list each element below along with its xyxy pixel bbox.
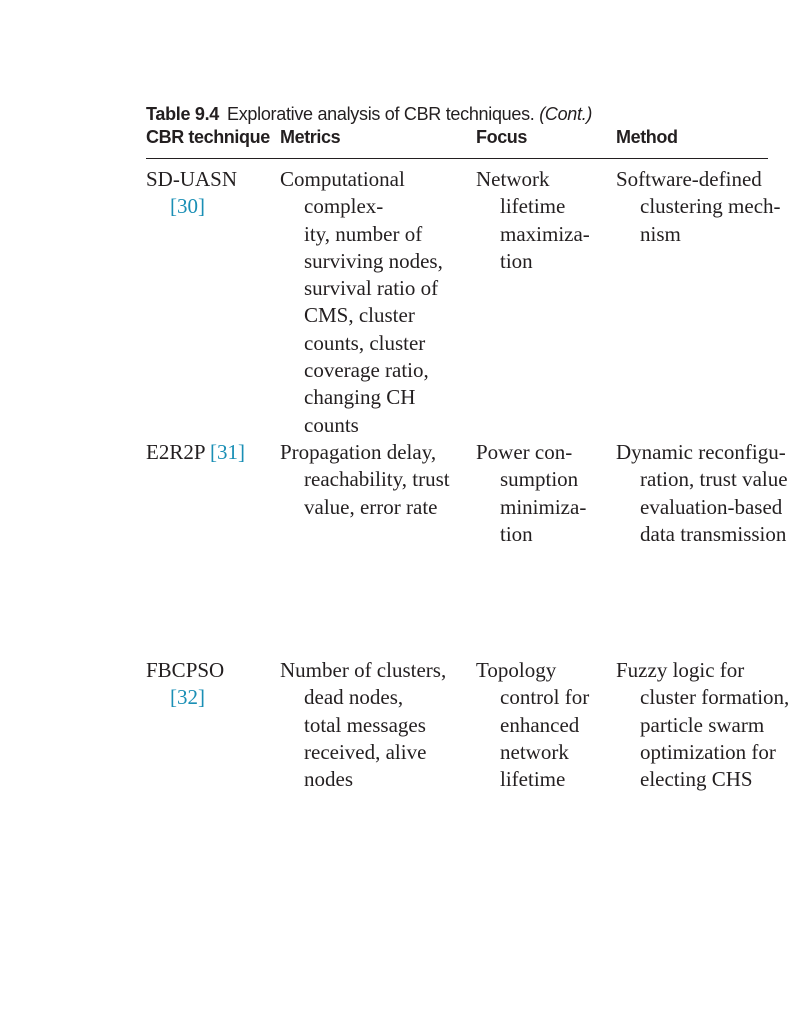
table-row-3-focus: Topology control for enhanced network lifetime bbox=[476, 658, 590, 792]
table-row-1-focus: Network lifetime maximiza- tion bbox=[476, 167, 590, 273]
column-header-focus: Focus bbox=[476, 127, 528, 147]
table-row-3-method: Fuzzy logic for cluster formation, particle swarm optimization for electing CHS bbox=[616, 658, 789, 792]
table-title: Explorative analysis of CBR techniques. bbox=[227, 104, 535, 124]
table-row-1-method: Software-defined clustering mech- nism bbox=[616, 167, 781, 246]
table-continued-note: (Cont.) bbox=[539, 104, 593, 124]
table-row-3-metrics: Number of clusters, dead nodes, total messages received, alive nodes bbox=[280, 658, 447, 792]
column-header-technique: CBR technique bbox=[146, 127, 270, 147]
column-header-method: Method bbox=[616, 127, 678, 147]
column-header-metrics: Metrics bbox=[280, 127, 341, 147]
citation-link[interactable]: [31] bbox=[209, 440, 245, 464]
table-number: Table 9.4 bbox=[146, 104, 220, 124]
table-row-2-metrics: Propagation delay, reachability, trust value, error rate bbox=[280, 440, 450, 519]
table-row-1-technique: SD-UASN [30] bbox=[146, 166, 237, 221]
header-rule bbox=[146, 158, 768, 159]
table-row-1-metrics: Computational complex- ity, number of surviving nodes, survival ratio of CMS, cluster counts, cluster coverage ratio, changing CH counts bbox=[280, 167, 443, 437]
table-row-2-focus: Power con- sumption minimiza- tion bbox=[476, 440, 587, 546]
citation-link[interactable]: [30] bbox=[170, 194, 205, 219]
citation-link[interactable]: [32] bbox=[170, 685, 205, 710]
table-row-2-technique: E2R2P [31] bbox=[146, 440, 245, 464]
table-caption bbox=[146, 104, 592, 125]
table-row-3-technique: FBCPSO [32] bbox=[146, 657, 224, 712]
table-row-2-method: Dynamic reconfigu- ration, trust value evaluation-based data transmission bbox=[616, 440, 788, 546]
